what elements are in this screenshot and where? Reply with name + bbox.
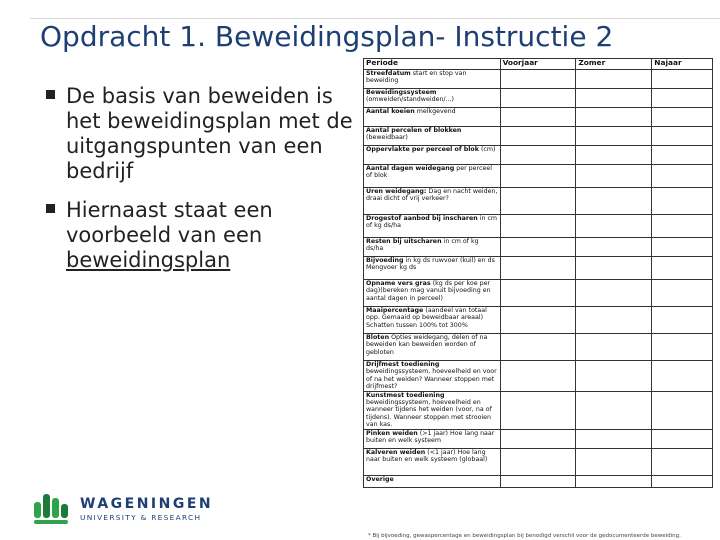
parameter-label: Resten bij uitscharen — [366, 238, 442, 245]
table-row — [364, 429, 713, 448]
table-row — [364, 257, 713, 280]
table-row — [364, 89, 713, 108]
parameter-cell — [364, 108, 501, 127]
parameter-cell — [364, 146, 501, 165]
parameter-label: Overige — [366, 475, 394, 483]
cell-najaar[interactable] — [652, 146, 713, 165]
table-header-row — [364, 59, 713, 70]
cell-zomer[interactable] — [576, 127, 652, 146]
cell-voorjaar[interactable] — [500, 238, 576, 257]
cell-voorjaar[interactable] — [500, 391, 576, 429]
logo-name: WAGENINGEN — [80, 496, 214, 512]
title-rule — [30, 18, 720, 19]
parameter-description: (kg ds per koe per dag)(bereken mag vanuit bijvoeding en aantal dagen in perceel) — [366, 280, 491, 302]
cell-zomer[interactable] — [576, 391, 652, 429]
parameter-label: Aantal percelen of blokken — [366, 127, 462, 134]
column-header-najaar: Najaar — [652, 59, 713, 70]
table-row — [364, 280, 713, 307]
table-row — [364, 108, 713, 127]
cell-zomer[interactable] — [576, 146, 652, 165]
parameter-cell — [364, 334, 501, 361]
parameter-label: Aantal dagen weidegang — [366, 165, 455, 172]
cell-voorjaar[interactable] — [500, 215, 576, 238]
cell-voorjaar[interactable] — [500, 448, 576, 475]
table-row — [364, 475, 713, 487]
parameter-label: Beweidingssysteem — [366, 89, 437, 96]
parameter-description: melkgevend — [416, 108, 456, 115]
parameter-cell — [364, 215, 501, 238]
cell-najaar[interactable] — [652, 127, 713, 146]
parameter-cell — [364, 475, 501, 487]
table-row — [364, 127, 713, 146]
wageningen-logo — [32, 488, 214, 528]
parameter-description: (cm) — [480, 146, 496, 153]
parameter-cell — [364, 257, 501, 280]
cell-voorjaar[interactable] — [500, 307, 576, 334]
parameter-description: in cm of kg ds/ha — [366, 238, 479, 253]
cell-najaar[interactable] — [652, 429, 713, 448]
bullet-item-voorbeeld — [46, 198, 356, 273]
parameter-cell — [364, 70, 501, 89]
parameter-cell — [364, 165, 501, 188]
square-bullet-icon — [46, 90, 55, 99]
cell-voorjaar[interactable] — [500, 334, 576, 361]
cell-najaar[interactable] — [652, 257, 713, 280]
cell-zomer[interactable] — [576, 280, 652, 307]
beweidingsplan-table — [363, 58, 713, 488]
cell-voorjaar[interactable] — [500, 89, 576, 108]
cell-najaar[interactable] — [652, 391, 713, 429]
column-header-voorjaar: Voorjaar — [500, 59, 576, 70]
cell-zomer[interactable] — [576, 188, 652, 215]
table-footnote: * Bij bijvoeding, gewaspercentage en beweidingsplan bij benodigd verschil voor de gedocumenteerde beweiding. — [368, 533, 681, 539]
cell-najaar[interactable] — [652, 280, 713, 307]
logo-subtitle: UNIVERSITY & RESEARCH — [80, 513, 202, 522]
table-body — [364, 70, 713, 488]
cell-zomer[interactable] — [576, 70, 652, 89]
cell-voorjaar[interactable] — [500, 280, 576, 307]
cell-zomer[interactable] — [576, 108, 652, 127]
beweidingsplan-link[interactable]: beweidingsplan — [66, 248, 231, 272]
cell-zomer[interactable] — [576, 334, 652, 361]
cell-zomer[interactable] — [576, 475, 652, 487]
parameter-description: (beweidbaar) — [366, 134, 408, 142]
parameter-label: Drijfmest toediening — [366, 361, 440, 368]
parameter-description: (omweiden/standweiden/...) — [366, 96, 455, 104]
cell-najaar[interactable] — [652, 70, 713, 89]
cell-voorjaar[interactable] — [500, 429, 576, 448]
wur-leaf-logo-icon — [32, 488, 72, 528]
parameter-description: in kg ds ruwvoer (kuil) en ds Mengvoer kg ds — [366, 257, 495, 272]
parameter-label: Maaipercentage — [366, 307, 424, 314]
cell-najaar[interactable] — [652, 448, 713, 475]
slide-title: Opdracht 1. Beweidingsplan- Instructie 2 — [40, 20, 614, 53]
table-row — [364, 238, 713, 257]
parameter-cell — [364, 238, 501, 257]
cell-voorjaar[interactable] — [500, 475, 576, 487]
parameter-label: Kalveren weiden — [366, 448, 426, 456]
table-row — [364, 215, 713, 238]
parameter-label: Drogestof aanbod bij inscharen — [366, 215, 478, 222]
column-header-zomer: Zomer — [576, 59, 652, 70]
table-row — [364, 307, 713, 334]
cell-najaar[interactable] — [652, 334, 713, 361]
cell-najaar[interactable] — [652, 307, 713, 334]
parameter-cell — [364, 391, 501, 429]
table-row — [364, 334, 713, 361]
cell-voorjaar[interactable] — [500, 188, 576, 215]
parameter-description: (<1 jaar) Hoe lang naar buiten en welk systeem (globaal) — [366, 448, 488, 464]
table-row — [364, 391, 713, 429]
cell-zomer[interactable] — [576, 89, 652, 108]
parameter-label: Aantal koeien — [366, 108, 415, 115]
parameter-description: in cm of kg ds/ha — [366, 215, 498, 230]
table-row — [364, 146, 713, 165]
parameter-description: Opties weidegang, delen of na beweiden kan beweiden worden of gebloten — [366, 334, 488, 356]
parameter-cell — [364, 448, 501, 475]
cell-najaar[interactable] — [652, 108, 713, 127]
table-row — [364, 70, 713, 89]
cell-najaar[interactable] — [652, 215, 713, 238]
cell-zomer[interactable] — [576, 165, 652, 188]
cell-zomer[interactable] — [576, 307, 652, 334]
cell-najaar[interactable] — [652, 361, 713, 392]
parameter-label: Bloten — [366, 334, 390, 341]
parameter-label: Kunstmest toediening — [366, 391, 445, 399]
parameter-label: Streefdatum — [366, 70, 411, 77]
parameter-cell — [364, 280, 501, 307]
parameter-cell — [364, 89, 501, 108]
cell-voorjaar[interactable] — [500, 165, 576, 188]
parameter-cell — [364, 127, 501, 146]
parameter-description: Dag en nacht weiden, draai dicht of vrij verkeer? — [366, 188, 498, 203]
table-row — [364, 165, 713, 188]
cell-zomer[interactable] — [576, 361, 652, 392]
parameter-cell — [364, 307, 501, 334]
bullet-text: De basis van beweiden is het beweidingsplan met de uitgangspunten van een bedrijf — [66, 84, 353, 183]
parameter-description: (aandeel van totaal opp. Gemaaid op beweidbaar areaal) Schatten tussen 100% tot 300% — [366, 307, 487, 329]
column-header-periode: Periode — [364, 59, 501, 70]
cell-najaar[interactable] — [652, 165, 713, 188]
table-row — [364, 188, 713, 215]
cell-zomer[interactable] — [576, 448, 652, 475]
cell-zomer[interactable] — [576, 257, 652, 280]
cell-zomer[interactable] — [576, 215, 652, 238]
parameter-cell — [364, 429, 501, 448]
parameter-description: per perceel of blok — [366, 165, 492, 180]
parameter-cell — [364, 361, 501, 392]
bullet-text: Hiernaast staat een voorbeeld van een — [66, 198, 273, 247]
parameter-cell — [364, 188, 501, 215]
cell-voorjaar[interactable] — [500, 146, 576, 165]
bullet-list — [46, 84, 356, 287]
cell-voorjaar[interactable] — [500, 257, 576, 280]
square-bullet-icon — [46, 204, 55, 213]
cell-voorjaar[interactable] — [500, 361, 576, 392]
cell-zomer[interactable] — [576, 429, 652, 448]
beweidingsplan-table-image — [363, 58, 713, 540]
parameter-description: beweidingssysteem, hoeveelheid en voor of na het weiden? Wanneer stoppen met drijfmest? — [366, 368, 497, 391]
table-row — [364, 448, 713, 475]
cell-voorjaar[interactable] — [500, 70, 576, 89]
cell-najaar[interactable] — [652, 89, 713, 108]
cell-najaar[interactable] — [652, 475, 713, 487]
cell-voorjaar[interactable] — [500, 108, 576, 127]
parameter-description: beweidingssysteem, hoeveelheid en wanneer tijdens het weiden (voor, na of tijdens). Wanneer stoppen met strooien van kas. — [366, 399, 492, 429]
cell-najaar[interactable] — [652, 188, 713, 215]
parameter-label: Bijvoeding — [366, 257, 404, 264]
parameter-label: Pinken weiden — [366, 429, 418, 437]
parameter-label: Opname vers gras — [366, 280, 431, 287]
parameter-description: start en stop van beweiding — [366, 70, 467, 85]
table-row — [364, 361, 713, 392]
cell-zomer[interactable] — [576, 238, 652, 257]
parameter-description: (>1 jaar) Hoe lang naar buiten en welk systeem — [366, 429, 495, 445]
cell-voorjaar[interactable] — [500, 127, 576, 146]
cell-najaar[interactable] — [652, 238, 713, 257]
bullet-item-basis — [46, 84, 356, 184]
parameter-label: Uren weidegang: — [366, 188, 427, 195]
parameter-label: Oppervlakte per perceel of blok — [366, 146, 479, 153]
